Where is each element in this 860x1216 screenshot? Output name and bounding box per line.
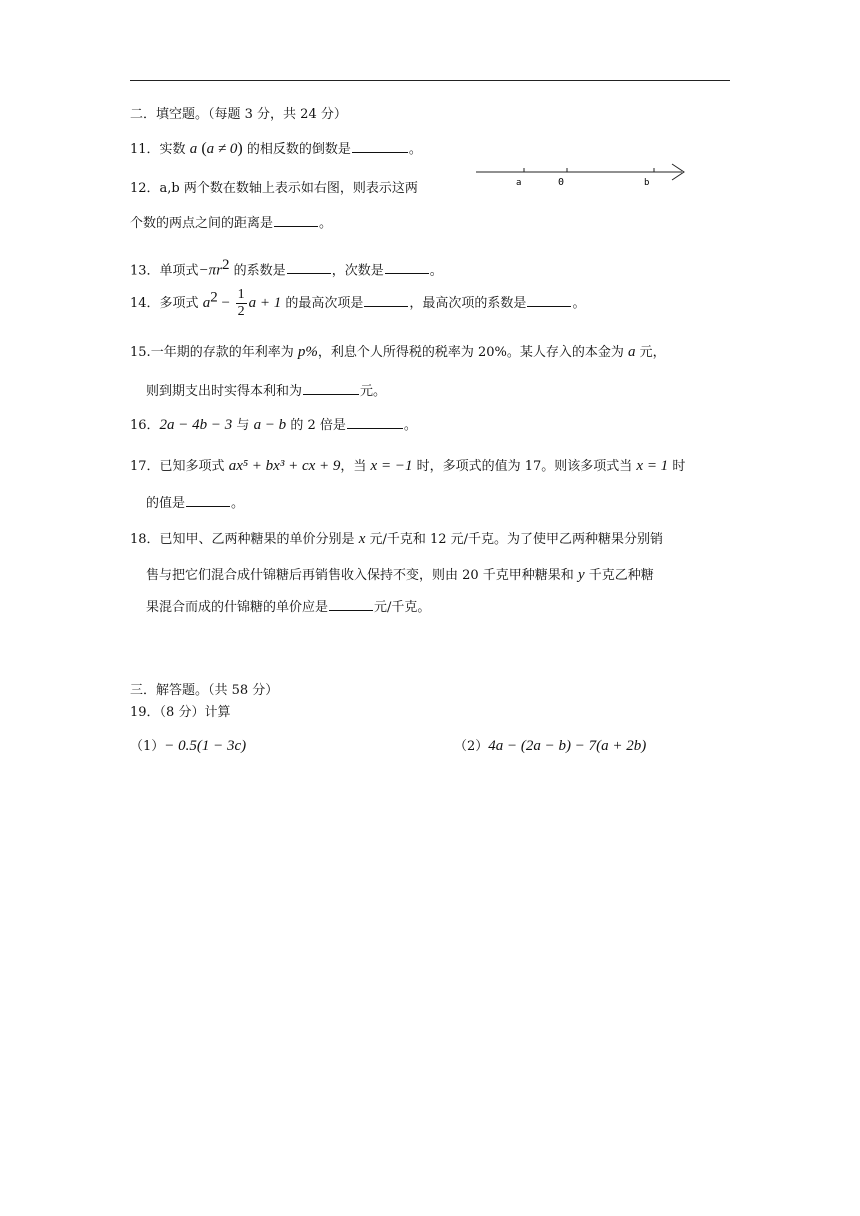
question-17-line1: 17．已知多项式 ax⁵ + bx³ + cx + 9，当 x = −1 时，多项式的值为 17。则该多项式当 x = 1 时 (130, 458, 686, 474)
answer-blank[interactable] (347, 416, 403, 429)
number-line-figure (472, 158, 692, 190)
question-15-line2: 则到期支出时实得本利和为 元。 (146, 384, 387, 399)
question-14: 14．多项式 $a^2$ − $\frac{1}{2}$ a + 1 的最高次项是 ，最高次项的系数是 。 (130, 287, 586, 319)
question-18-line1: 18．已知甲、乙两种糖果的单价分别是 x 元/千克和 12 元/千克。为了使甲乙两种糖果分别销 (130, 531, 664, 547)
question-19-part1: （1）− 0.5(1 − 3c) (130, 738, 247, 754)
question-12-line1: 12．a,b 两个数在数轴上表示如右图，则表示这两 (130, 181, 418, 196)
answer-blank[interactable] (527, 294, 571, 307)
answer-blank[interactable] (385, 261, 429, 274)
label-a: a (516, 178, 522, 188)
fraction-one-half: $\frac{1}{2}$ (237, 287, 245, 319)
question-11: 11．实数 a (a ≠ 0) 的相反数的倒数是 。 (130, 140, 422, 157)
question-12-line2: 个数的两点之间的距离是 。 (130, 216, 333, 231)
section2-header: 二．填空题。（每题 3 分，共 24 分） (130, 107, 347, 122)
question-17-line2: 的值是 。 (146, 496, 245, 511)
label-zero: 0 (558, 177, 565, 188)
answer-blank[interactable] (303, 382, 359, 395)
question-13: 13．单项式$-\pi r^2$ 的系数是 ，次数是 。 (130, 257, 443, 279)
answer-blank[interactable] (352, 140, 408, 153)
answer-blank[interactable] (186, 494, 230, 507)
section3-header: 三．解答题。（共 58 分） (130, 683, 279, 698)
question-16: 16．2a − 4b − 3 与 a − b 的 2 倍是 。 (130, 417, 417, 433)
question-18-line3: 果混合而成的什锦糖的单价应是 元/千克。 (146, 600, 431, 615)
label-b: b (644, 178, 650, 188)
question-19-title: 19．（8 分）计算 (130, 705, 231, 720)
answer-blank[interactable] (329, 598, 373, 611)
answer-blank[interactable] (274, 214, 318, 227)
question-15-line1: 15.一年期的存款的年利率为 p%，利息个人所得税的税率为 20%。某人存入的本金为 a 元， (130, 344, 666, 360)
question-19-part2: （2）4a − (2a − b) − 7(a + 2b) (454, 738, 647, 754)
question-18-line2: 售与把它们混合成什锦糖后再销售收入保持不变，则由 20 千克甲种糖果和 y 千克乙种糖 (146, 567, 654, 583)
answer-blank[interactable] (364, 294, 408, 307)
answer-blank[interactable] (287, 261, 331, 274)
top-rule (130, 80, 730, 81)
